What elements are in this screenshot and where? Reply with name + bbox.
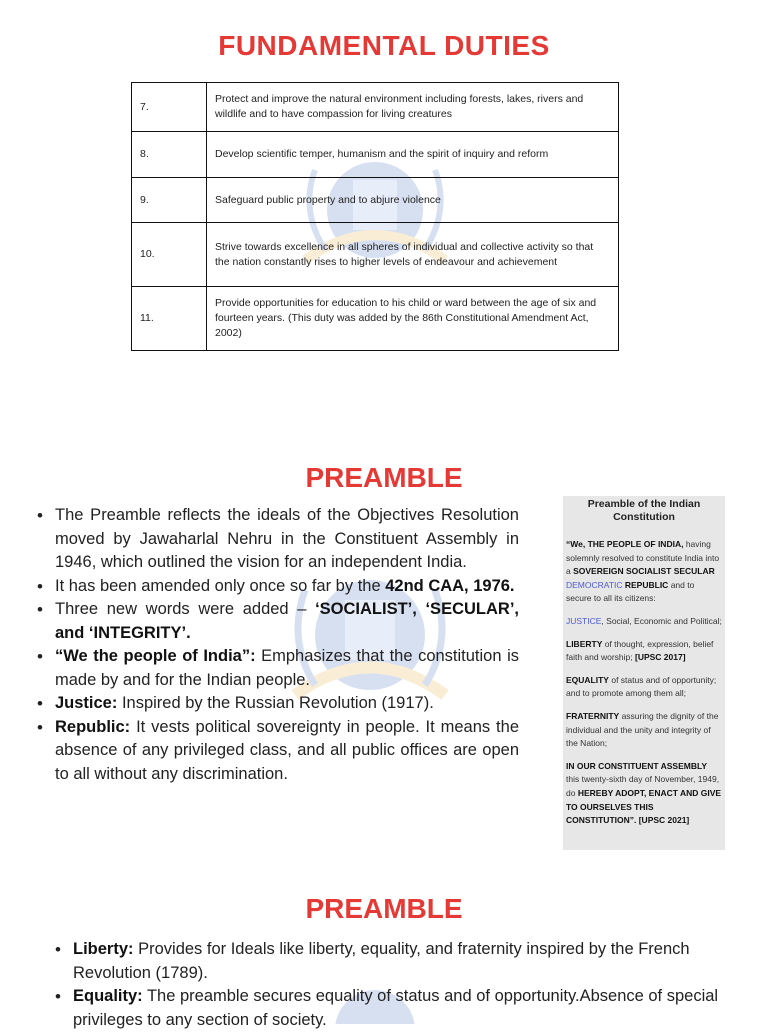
bullet-text: Provides for Ideals like liberty, equality, and fraternity inspired by the French Revolution (1789). bbox=[73, 940, 690, 982]
bullet-text: Inspired by the Russian Revolution (1917). bbox=[117, 694, 434, 712]
duty-number: 10. bbox=[132, 223, 207, 287]
preamble-heading-2: PREAMBLE bbox=[305, 893, 463, 924]
list-item bbox=[37, 575, 519, 599]
duty-number: 9. bbox=[132, 178, 207, 223]
list-item bbox=[37, 692, 519, 716]
duty-number: 11. bbox=[132, 287, 207, 351]
list-item bbox=[37, 598, 519, 645]
card-paragraph: “We, THE PEOPLE OF INDIA, having solemnly resolved to constitute India into a SOVEREIGN SOCIALIST SECULAR DEMOCRATIC REPUBLIC and to secure to all its citizens: bbox=[566, 539, 720, 604]
card-paragraph: LIBERTY of thought, expression, belief faith and worship; [UPSC 2017] bbox=[566, 638, 714, 663]
table-row bbox=[132, 287, 619, 351]
bullet-bold: ‘SOCIALIST’, ‘SECULAR’, and ‘INTEGRITY’. bbox=[55, 600, 519, 642]
duty-text: Develop scientific temper, humanism and the spirit of inquiry and reform bbox=[207, 132, 619, 178]
table-row bbox=[132, 223, 619, 287]
card-paragraph: EQUALITY of status and of opportunity; and to promote among them all; bbox=[566, 674, 717, 699]
bullet-bold: 42nd CAA, 1976. bbox=[385, 576, 515, 595]
bullet-bold: Republic: bbox=[55, 717, 131, 736]
list-item bbox=[37, 645, 519, 692]
preamble-bullet-list-2 bbox=[55, 938, 735, 1032]
bullet-bold: “We the people of India”: bbox=[55, 647, 256, 665]
bullet-bold: Equality: bbox=[73, 987, 143, 1005]
fundamental-duties-heading: FUNDAMENTAL DUTIES bbox=[218, 30, 550, 61]
list-item bbox=[55, 938, 735, 985]
list-item bbox=[37, 504, 519, 575]
bullet-text: It vests political sovereignty in people. It means the absence of any privileged class, and all public offices are open to all without any discrimination. bbox=[55, 717, 519, 783]
table-row bbox=[132, 83, 619, 132]
duty-text: Strive towards excellence in all spheres of individual and collective activity so that the nation constantly rises to higher levels of endeavour and achievement bbox=[207, 223, 619, 287]
card-paragraph: IN OUR CONSTITUENT ASSEMBLY this twenty-sixth day of November, 1949, do HEREBY ADOPT, ENACT AND GIVE TO OURSELVES THIS CONSTITUTION”. [UPSC 2021] bbox=[566, 760, 722, 826]
table-row bbox=[132, 132, 619, 178]
card-title: Preamble of the Indian Constitution bbox=[587, 498, 701, 523]
fundamental-duties-table bbox=[131, 82, 619, 351]
list-item bbox=[37, 716, 519, 787]
bullet-text: The Preamble reflects the ideals of the Objectives Resolution moved by Jawaharlal Nehru in the Constituent Assembly in 1946, which outlined the vision for an independent India. bbox=[55, 506, 519, 571]
preamble-heading: PREAMBLE bbox=[305, 462, 463, 493]
card-paragraph: FRATERNITY assuring the dignity of the individual and the unity and integrity of the Nation; bbox=[566, 710, 719, 749]
preamble-text-card bbox=[563, 496, 725, 850]
list-item bbox=[55, 985, 735, 1032]
bullet-text: Emphasizes that the constitution is made by and for the Indian people. bbox=[55, 647, 519, 689]
bullet-bold: Liberty: bbox=[73, 940, 134, 958]
card-paragraph: JUSTICE, Social, Economic and Political; bbox=[566, 615, 722, 626]
duty-number: 7. bbox=[132, 83, 207, 132]
bullet-bold: Justice: bbox=[55, 694, 118, 712]
table-row bbox=[132, 178, 619, 223]
duty-text: Protect and improve the natural environment including forests, lakes, rivers and wildlife and to have compassion for living creatures bbox=[207, 83, 619, 132]
bullet-text: Three new words were added – bbox=[55, 600, 316, 618]
bullet-text: The preamble secures equality of status and of opportunity.Absence of special privileges to any section of society. bbox=[73, 987, 719, 1029]
duty-text: Safeguard public property and to abjure violence bbox=[207, 178, 619, 223]
preamble-bullet-list bbox=[37, 504, 519, 786]
duty-text: Provide opportunities for education to his child or ward between the age of six and fourteen years. (This duty was added by the 86th Constitutional Amendment Act, 2002) bbox=[207, 287, 619, 351]
duty-number: 8. bbox=[132, 132, 207, 178]
bullet-text: It has been amended only once so far by the bbox=[55, 576, 386, 595]
